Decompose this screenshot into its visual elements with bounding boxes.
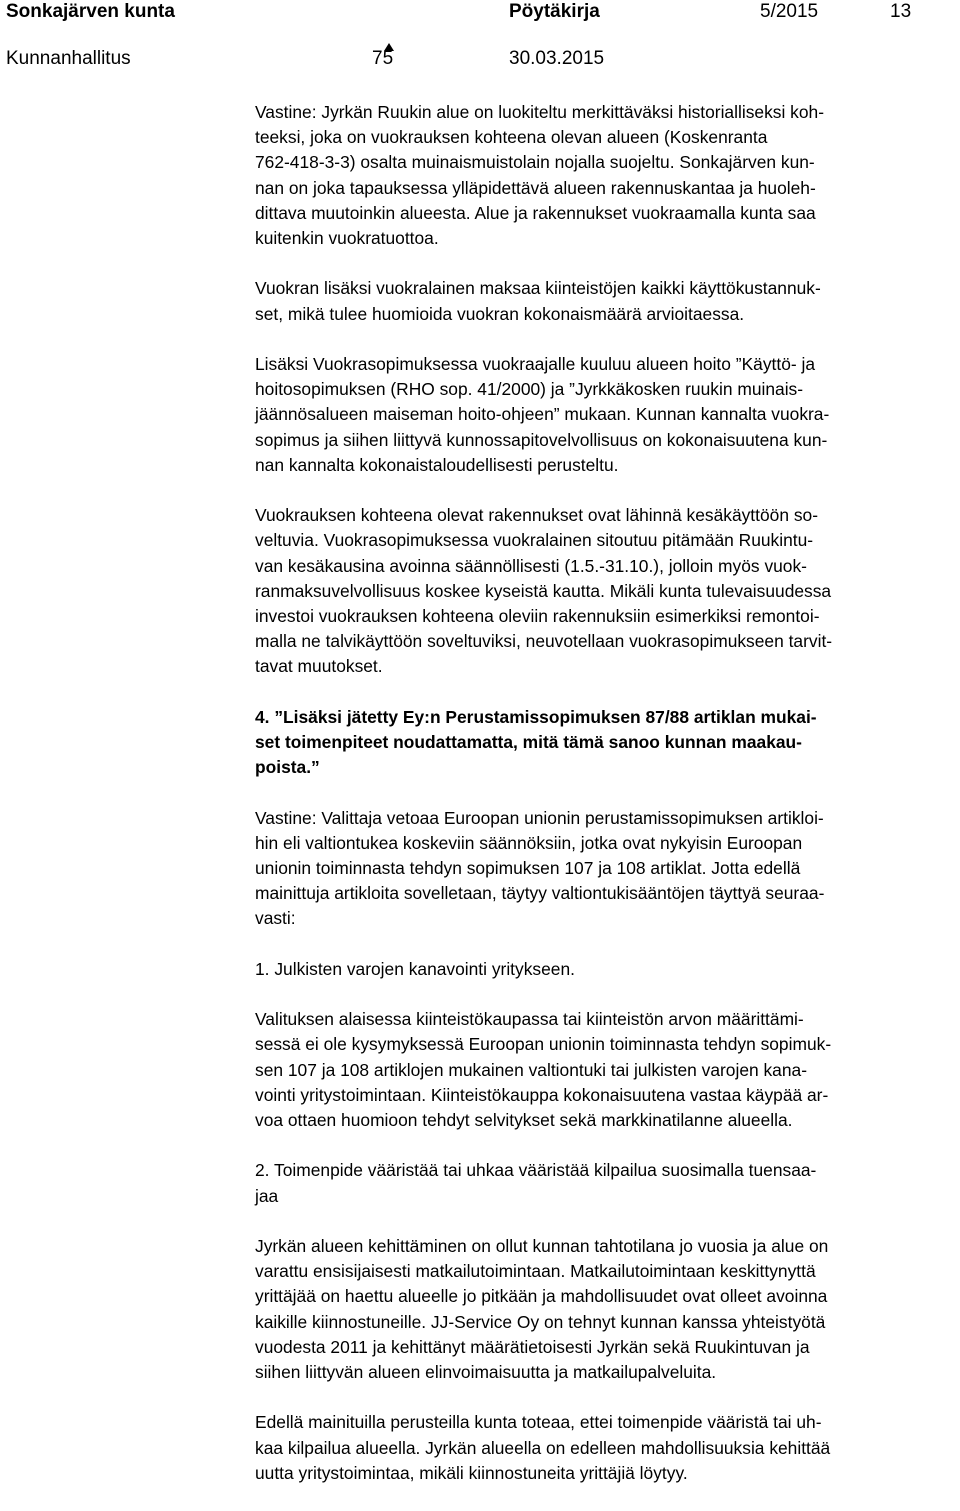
text-line: sen 107 ja 108 artiklojen mukainen valtiontuki tai julkisten varojen kana- — [255, 1059, 807, 1080]
meeting-info — [0, 47, 960, 71]
text-line: nan on joka tapauksessa ylläpidettävä alueen rakennuskantaa ja huoleh- — [255, 177, 816, 198]
text-line: 2. Toimenpide vääristää tai uhkaa vääristää kilpailua suosimalla tuensaa- — [255, 1160, 817, 1181]
text-line: 4. ”Lisäksi jätetty Ey:n Perustamissopimuksen 87/88 artiklan mukai- — [255, 706, 817, 727]
paragraph — [255, 806, 960, 932]
document-type: Pöytäkirja — [509, 1, 600, 22]
text-line: sessä ei ole kysymyksessä Euroopan unionin toiminnasta tehdyn sopimuk- — [255, 1034, 832, 1055]
text-line: van kesäkausina avoinna säännöllisesti (1.5.-31.10.), jolloin myös vuok- — [255, 555, 807, 576]
text-line: dittava muutoinkin alueesta. Alue ja rakennukset vuokraamalla kunta saa — [255, 202, 816, 223]
issue-number: 5/2015 — [760, 1, 819, 22]
paragraph — [255, 957, 960, 982]
text-line: hoitosopimuksen (RHO sop. 41/2000) ja ”Jyrkkäkosken ruukin muinais- — [255, 379, 804, 400]
text-line: kaikille kiinnostuneille. JJ-Service Oy on tehnyt kunnan kanssa yhteistyötä — [255, 1311, 826, 1332]
text-line: voa ottaen huomioon tehdyt selvitykset sekä markkinatilanne alueella. — [255, 1110, 793, 1131]
text-line: Vuokrauksen kohteena olevat rakennukset ovat lähinnä kesäkäyttöön so- — [255, 505, 818, 526]
paragraph — [255, 352, 960, 478]
text-line: Valituksen alaisessa kiinteistökaupassa tai kiinteistön arvon määrittämi- — [255, 1009, 804, 1030]
text-line: Vastine: Jyrkän Ruukin alue on luokiteltu merkittäväksi historialliseksi koh- — [255, 102, 824, 122]
paragraph — [255, 1410, 960, 1486]
text-line: mainittuja artikloita sovelletaan, täytyy valtiontukisääntöjen täyttyä seuraa- — [255, 883, 825, 904]
text-line: veltuvia. Vuokrasopimuksessa vuokralainen sitoutuu pitämään Ruukintu- — [255, 530, 814, 551]
text-line: set toimenpiteet noudattamatta, mitä tämä sanoo kunnan maakau- — [255, 732, 802, 753]
paragraph — [255, 1158, 960, 1208]
text-line: Vastine: Valittaja vetoaa Euroopan unionin perustamissopimuksen artikloi- — [255, 807, 824, 828]
text-line: Jyrkän alueen kehittäminen on ollut kunnan tahtotilana jo vuosia ja alue on — [255, 1236, 829, 1256]
document-header — [0, 0, 960, 24]
text-line: vuodesta 2011 ja kehittänyt määrätietoisesti Jyrkän sekä Ruukintuvan ja — [255, 1336, 810, 1357]
text-line: Vuokran lisäksi vuokralainen maksaa kiinteistöjen kaikki käyttökustannuk- — [255, 278, 821, 299]
text-line: unionin toiminnasta tehdyn sopimuksen 107 ja 108 artiklat. Jotta edellä — [255, 858, 801, 879]
organization-name: Sonkajärven kunta — [6, 1, 175, 22]
text-line: Edellä mainituilla perusteilla kunta toteaa, ettei toimenpide vääristä tai uh- — [255, 1412, 822, 1433]
page-number: 13 — [890, 1, 912, 22]
paragraph — [255, 1007, 960, 1133]
text-line: Lisäksi Vuokrasopimuksessa vuokraajalle kuuluu alueen hoito ”Käyttö- ja — [255, 354, 816, 374]
text-line: teeksi, joka on vuokrauksen kohteena olevan alueen (Koskenranta — [255, 127, 768, 148]
text-line: vasti: — [255, 908, 296, 929]
text-line: varattu ensisijaisesti matkailutoimintaan. Matkailutoimintaan keskittynyttä — [255, 1261, 816, 1282]
paragraph — [255, 1234, 960, 1385]
document-body — [255, 100, 960, 1511]
text-line: siihen liittyvän alueen elinvoimaisuutta ja matkailupalveluita. — [255, 1362, 717, 1383]
text-line: yrittäjää on haettu alueelle jo pitkään ja mahdollisuudet ovat olleet avoinna — [255, 1286, 828, 1307]
text-line: ranmaksuvelvollisuus koskee kyseistä kautta. Mikäli kunta tulevaisuudessa — [255, 580, 832, 601]
paragraph — [255, 100, 960, 251]
text-line: jaa — [255, 1185, 279, 1206]
text-line: investoi vuokrauksen kohteena oleviin rakennuksiin esimerkiksi remontoi- — [255, 606, 820, 627]
text-line: jäännösalueen maiseman hoito-ohjeen” mukaan. Kunnan kannalta vuokra- — [255, 404, 830, 425]
text-line: 762-418-3-3) osalta muinaismuistolain nojalla suojeltu. Sonkajärven kun- — [255, 152, 815, 173]
paragraph — [255, 503, 960, 679]
text-line: kaa kilpailua alueella. Jyrkän alueella on edelleen mahdollisuuksia kehittää — [255, 1437, 831, 1458]
meeting-date: 30.03.2015 — [509, 48, 605, 69]
section-number: 75 — [372, 48, 394, 69]
text-line: sopimus ja siihen liittyvä kunnossapitovelvollisuus on kokonaisuutena kun- — [255, 429, 828, 450]
text-line: hin eli valtiontukea koskeviin säännöksiin, jotka ovat nykyisin Euroopan — [255, 832, 803, 853]
text-line: vointi yritystoimintaan. Kiinteistökauppa kokonaisuutena vastaa käypää ar- — [255, 1084, 829, 1105]
text-line: uutta yritystoimintaa, mikäli kiinnostuneita yrittäjiä löytyy. — [255, 1462, 688, 1483]
text-line: kuitenkin vuokratuottoa. — [255, 228, 439, 249]
text-line: tavat muutokset. — [255, 656, 383, 677]
paragraph — [255, 276, 960, 326]
section-marker-icon — [384, 43, 394, 51]
text-line: poista.” — [255, 757, 320, 778]
section-heading — [255, 705, 960, 781]
text-line: 1. Julkisten varojen kanavointi yritykseen. — [255, 958, 575, 979]
text-line: malla ne talvikäyttöön soveltuviksi, neuvotellaan vuokrasopimukseen tarvit- — [255, 631, 833, 652]
text-line: nan kannalta kokonaistaloudellisesti perusteltu. — [255, 454, 619, 475]
text-line: set, mikä tulee huomioida vuokran kokonaismäärä arvioitaessa. — [255, 303, 745, 324]
governing-body: Kunnanhallitus — [6, 48, 131, 69]
